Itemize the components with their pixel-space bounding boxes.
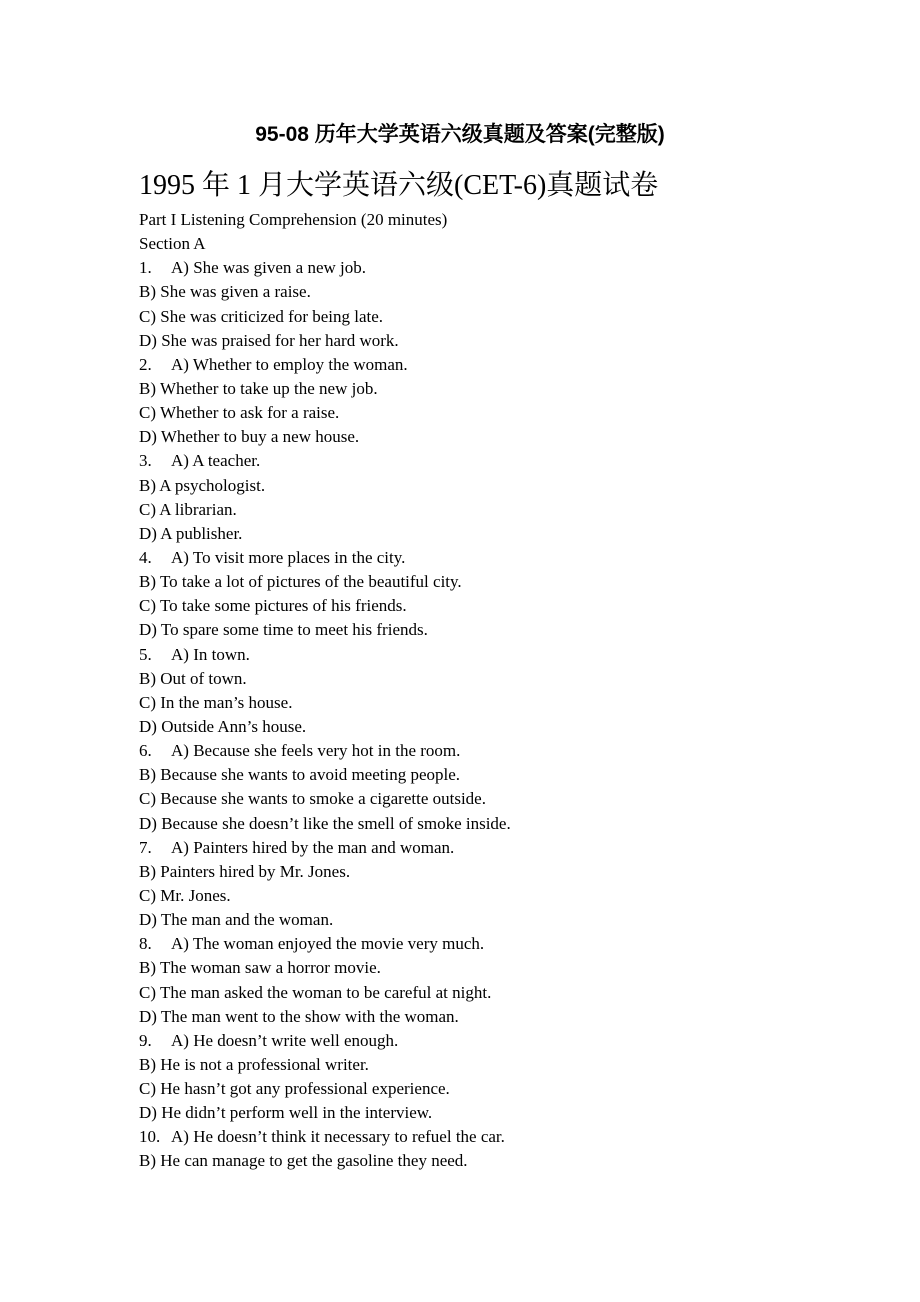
part-heading: Part I Listening Comprehension (20 minutes) [139,210,448,229]
question-first-option [139,643,859,667]
option-text: B) To take a lot of pictures of the beautiful city. [139,572,462,592]
option-text: A) In town. [171,644,250,664]
option-text: A) To visit more places in the city. [171,547,406,567]
answer-option [139,884,859,908]
option-text: D) A publisher. [139,523,243,543]
answer-option [139,329,859,353]
option-text: D) Outside Ann’s house. [139,716,307,736]
option-text: B) Whether to take up the new job. [139,378,378,398]
answer-option [139,498,859,522]
question-first-option [139,1029,859,1053]
option-text: B) Because she wants to avoid meeting people. [139,765,461,785]
answer-option [139,305,859,329]
question-number: 5. [139,644,152,664]
option-text: D) To spare some time to meet his friends. [139,620,428,640]
option-text: B) The woman saw a horror movie. [139,958,381,978]
question-number: 9. [139,1030,152,1050]
section-heading: Section A [139,234,206,254]
question-first-option [139,836,859,860]
answer-option [139,1101,859,1125]
option-text: C) She was criticized for being late. [139,306,384,326]
answer-option [139,1053,859,1077]
option-text: C) The man asked the woman to be careful at night. [139,982,492,1002]
answer-option [139,570,859,594]
document-title: 95-08 历年大学英语六级真题及答案(完整版) [255,123,665,146]
option-text: C) A librarian. [139,499,237,519]
question-number: 3. [139,451,152,471]
option-text: A) A teacher. [171,451,261,471]
option-text: B) She was given a raise. [139,282,311,302]
answer-option [139,1149,859,1173]
option-text: A) He doesn’t write well enough. [171,1030,399,1050]
option-text: A) She was given a new job. [171,258,366,278]
answer-option [139,594,859,618]
answer-option [139,763,859,787]
document-body [139,208,859,1174]
question-number: 4. [139,547,152,567]
answer-option [139,667,859,691]
option-text: D) He didn’t perform well in the interview. [139,1103,433,1123]
option-text: A) Whether to employ the woman. [171,354,408,374]
option-text: C) He hasn’t got any professional experience. [139,1079,450,1099]
option-text: C) Because she wants to smoke a cigarette outside. [139,789,486,809]
question-number: 6. [139,741,152,761]
question-first-option [139,256,859,280]
question-first-option [139,739,859,763]
answer-option [139,981,859,1005]
question-list [139,256,859,1173]
question-number: 10. [139,1127,161,1147]
option-text: A) The woman enjoyed the movie very much. [171,934,485,954]
option-text: C) To take some pictures of his friends. [139,596,407,616]
question-first-option [139,932,859,956]
answer-option [139,860,859,884]
option-text: C) Mr. Jones. [139,885,231,905]
option-text: B) A psychologist. [139,475,266,495]
option-text: D) The man and the woman. [139,910,334,930]
answer-option [139,908,859,932]
option-text: A) Because she feels very hot in the room. [171,741,461,761]
question-first-option [139,449,859,473]
answer-option [139,401,859,425]
answer-option [139,618,859,642]
option-text: C) In the man’s house. [139,692,293,712]
answer-option [139,522,859,546]
question-number: 7. [139,837,152,857]
question-first-option [139,353,859,377]
option-text: A) Painters hired by the man and woman. [171,837,455,857]
answer-option [139,1005,859,1029]
answer-option [139,474,859,498]
option-text: D) Whether to buy a new house. [139,427,360,447]
question-number: 8. [139,934,152,954]
answer-option [139,787,859,811]
answer-option [139,425,859,449]
question-number: 2. [139,354,152,374]
option-text: A) He doesn’t think it necessary to refuel the car. [171,1127,505,1147]
question-number: 1. [139,258,152,278]
question-first-option [139,546,859,570]
answer-option [139,691,859,715]
answer-option [139,280,859,304]
answer-option [139,956,859,980]
answer-option [139,1077,859,1101]
answer-option [139,715,859,739]
answer-option [139,812,859,836]
option-text: B) He can manage to get the gasoline they need. [139,1151,468,1171]
answer-option [139,377,859,401]
option-text: B) Painters hired by Mr. Jones. [139,861,351,881]
option-text: D) The man went to the show with the woman. [139,1006,459,1026]
question-first-option [139,1125,859,1149]
option-text: C) Whether to ask for a raise. [139,403,340,423]
option-text: B) Out of town. [139,668,247,688]
option-text: D) Because she doesn’t like the smell of smoke inside. [139,813,511,833]
option-text: B) He is not a professional writer. [139,1054,369,1074]
option-text: D) She was praised for her hard work. [139,330,399,350]
exam-title: 1995 年 1 月大学英语六级(CET-6)真题试卷 [139,170,659,201]
